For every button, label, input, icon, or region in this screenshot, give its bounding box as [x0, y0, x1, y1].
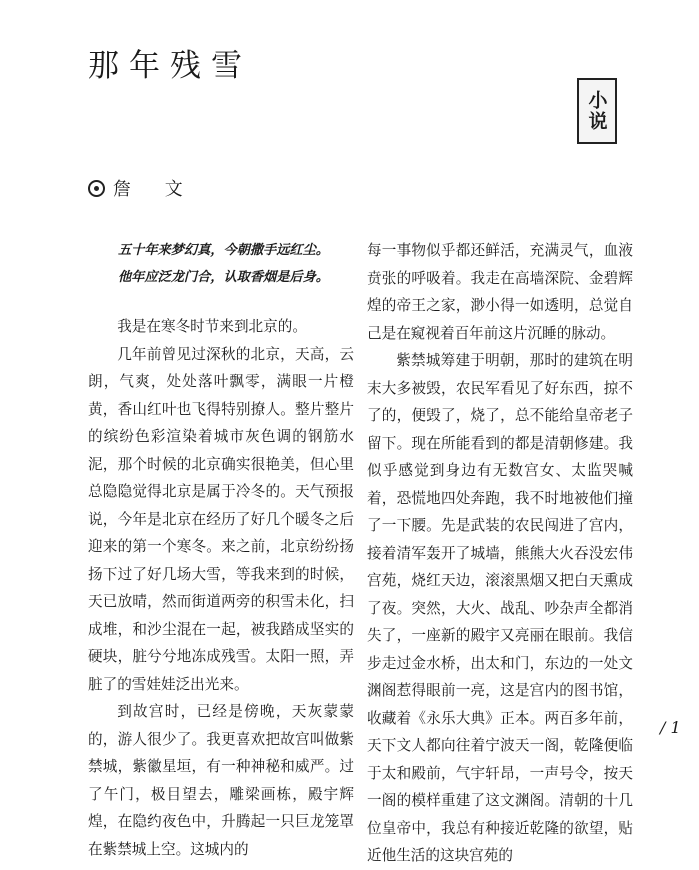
- epigraph-line: 他年应泛龙门合，认取香烟是后身。: [118, 270, 329, 285]
- paragraph: 每一事物似乎都还鲜活，充满灵气，血液贲张的呼吸着。我走在高墙深院、金碧辉煌的帝王之家，渺小得一如透明，总觉自己是在窥视着百年前这片沉睡的脉动。: [367, 242, 633, 342]
- category-badge: 小说: [577, 78, 617, 144]
- right-column: [367, 237, 633, 870]
- paragraph: 到故宫时，已经是傍晚，天灰蒙蒙的，游人很少了。我更喜欢把故宫叫做紫禁城，紫徽星垣，有一种神秘和威严。过了午门，极目望去，雕梁画栋，殿宇辉煌，在隐约夜色中，升腾起一只巨龙笼罩在紫禁城上空。这城内的: [88, 703, 354, 858]
- epigraph-line: 五十年来梦幻真，今朝撒手远红尘。: [118, 243, 329, 258]
- author-line: [88, 175, 197, 201]
- author-name: 詹 文: [113, 179, 197, 200]
- page-number: / 1: [660, 718, 681, 737]
- circled-dot-icon: [88, 180, 105, 197]
- paragraph: 几年前曾见过深秋的北京，天高，云朗，气爽，处处落叶飘零，满眼一片橙黄，香山红叶也飞得特别撩人。整片整片的缤纷色彩渲染着城市灰色调的钢筋水泥，那个时候的北京确实很艳美，但心里总隐隐觉得北京是属于冷冬的。天气预报说，今年是北京在经历了好几个暖冬之后迎来的第一个寒冬。来之前，北京纷纷扬扬下过了好几场大雪，等我来到的时候，天已放晴，然而街道两旁的积雪未化，扫成堆，和沙尘混在一起，被我踏成坚实的硬块，脏兮兮地冻成残雪。太阳一照，弄脏了的雪娃娃泛出光来。: [88, 345, 354, 693]
- paragraph: 我是在寒冬时节来到北京的。: [117, 318, 307, 335]
- article-title: 那年残雪: [88, 48, 252, 84]
- epigraph: [118, 237, 358, 291]
- left-column: [88, 313, 354, 863]
- paragraph: 紫禁城筹建于明朝，那时的建筑在明末大多被毁，农民军看见了好东西，掠不了的，便毁了，烧了，总不能给皇帝老子留下。现在所能看到的都是清朝修建。我似乎感觉到身边有无数宫女、太监哭喊着，恐慌地四处奔跑，我不时地被他们撞了一下腰。先是武装的农民闯进了宫内，接着清军轰开了城墙，熊熊大火吞没宏伟宫苑，烧红天边，滚滚黑烟又把白天熏成了夜。突然，大火、战乱、吵杂声全都消失了，一座新的殿宇又亮丽在眼前。我信步走过金水桥，出太和门，东边的一处文渊阁惹得眼前一亮，这是宫内的图书馆，收藏着《永乐大典》正本。两百多年前，天下文人都向往着宁波天一阁，乾隆便临于太和殿前，气宇轩昂，一声号令，按天一阁的模样重建了这文渊阁。清朝的十几位皇帝中，我总有种接近乾隆的欲望，贴近他生活的这块宫苑的: [367, 352, 633, 864]
